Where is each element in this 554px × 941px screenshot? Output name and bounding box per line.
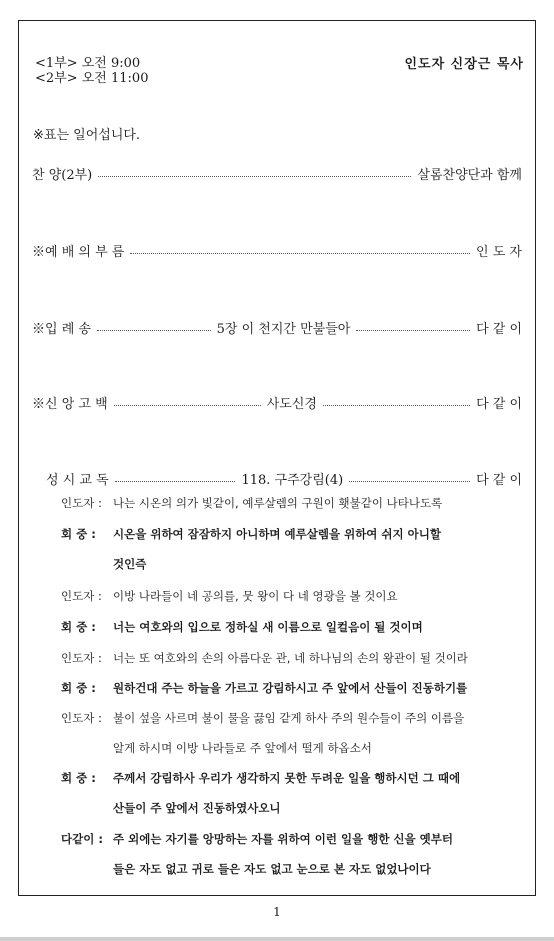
order-row-processional-hymn (32, 318, 522, 336)
order-performer: 살롬찬양단과 함께 (417, 167, 522, 183)
reading-text: 주 외에는 자기를 앙망하는 자를 위하여 이런 일을 행한 신을 옛부터 (113, 832, 453, 846)
order-performer: 다 같 이 (476, 396, 523, 412)
reading-line (61, 527, 524, 541)
reading-speaker: 인도자 : (61, 496, 102, 510)
order-performer: 다 같 이 (476, 321, 523, 337)
reading-text: 나는 시온의 의가 빛같이, 예루살렘의 구원이 횃불같이 나타나도록 (113, 496, 443, 510)
order-row-responsive-reading (46, 469, 522, 487)
service-time-2: <2부> 오전 11:00 (35, 71, 149, 86)
order-label: ※예 배 의 부 름 (32, 244, 125, 260)
reading-continuation: 것인즉 (113, 557, 147, 571)
leader-dots (349, 480, 470, 482)
leader-dots (97, 329, 211, 331)
leader-dots (130, 252, 470, 254)
order-performer: 다 같 이 (476, 472, 523, 488)
reading-text: 너는 또 여호와의 손의 아름다운 관, 네 하나님의 손의 왕관이 될 것이라 (113, 651, 468, 665)
leader-dots (115, 480, 236, 482)
reading-speaker: 인도자 : (61, 589, 102, 603)
reading-line (61, 711, 524, 725)
reading-speaker: 인도자 : (61, 711, 102, 725)
reading-speaker: 다같이 : (61, 832, 103, 846)
reading-speaker: 회 중 : (61, 620, 96, 634)
reading-line (61, 651, 524, 665)
reading-line (61, 681, 524, 695)
order-label: 성 시 교 독 (46, 472, 109, 488)
bottom-edge (0, 937, 554, 941)
reading-speaker: 회 중 : (61, 527, 96, 541)
reading-line (61, 589, 524, 603)
reading-continuation: 들은 자도 없고 귀로 들은 자도 없고 눈으로 본 자도 없었나이다 (113, 862, 431, 876)
reading-continuation: 산들이 주 앞에서 진동하였사오니 (113, 801, 281, 815)
order-performer: 인 도 자 (476, 244, 522, 260)
reading-text: 주께서 강림하사 우리가 생각하지 못한 두려운 일을 행하시던 그 때에 (113, 771, 461, 785)
standing-note: ※표는 일어섭니다. (33, 128, 141, 143)
reading-line (61, 620, 524, 634)
leader-dots (356, 329, 470, 331)
order-row-confession-of-faith (32, 393, 522, 411)
order-label: ※입 례 송 (32, 321, 91, 337)
reading-continuation: 알게 하시며 이방 나라들로 주 앞에서 떨게 하옵소서 (113, 741, 372, 755)
reading-text: 불이 섶을 사르며 불이 물을 끓임 같게 하사 주의 원수들이 주의 이름을 (113, 711, 465, 725)
leader-dots (98, 175, 411, 177)
reading-line (61, 832, 524, 846)
page-frame (18, 20, 536, 896)
reading-speaker: 회 중 : (61, 681, 96, 695)
reading-text: 너는 여호와의 입으로 정하실 새 이름으로 일컬음이 될 것이며 (113, 620, 423, 634)
leader-name: 인도자 신장근 목사 (404, 57, 524, 72)
order-content: 5장 이 천지간 만불들아 (216, 321, 351, 337)
order-content: 118. 구주강림(4) (241, 472, 344, 488)
service-time-1: <1부> 오전 9:00 (35, 56, 141, 71)
order-label: ※신 앙 고 백 (32, 396, 108, 412)
leader-dots (323, 404, 470, 406)
reading-line (61, 771, 524, 785)
order-row-call-to-worship (32, 241, 522, 259)
reading-text: 시온을 위하여 잠잠하지 아니하며 예루살렘을 위하여 쉬지 아니할 (113, 527, 441, 541)
order-row-praise (32, 164, 522, 182)
reading-speaker: 인도자 : (61, 651, 102, 665)
leader-dots (114, 404, 261, 406)
page-number: 1 (273, 905, 281, 919)
order-content: 사도신경 (266, 396, 317, 412)
reading-speaker: 회 중 : (61, 771, 96, 785)
reading-text: 이방 나라들이 네 공의를, 뭇 왕이 다 네 영광을 볼 것이요 (113, 589, 398, 603)
reading-line (61, 496, 524, 510)
reading-text: 원하건대 주는 하늘을 가르고 강림하시고 주 앞에서 산들이 진동하기를 (113, 681, 468, 695)
order-label: 찬 양(2부) (32, 167, 93, 183)
